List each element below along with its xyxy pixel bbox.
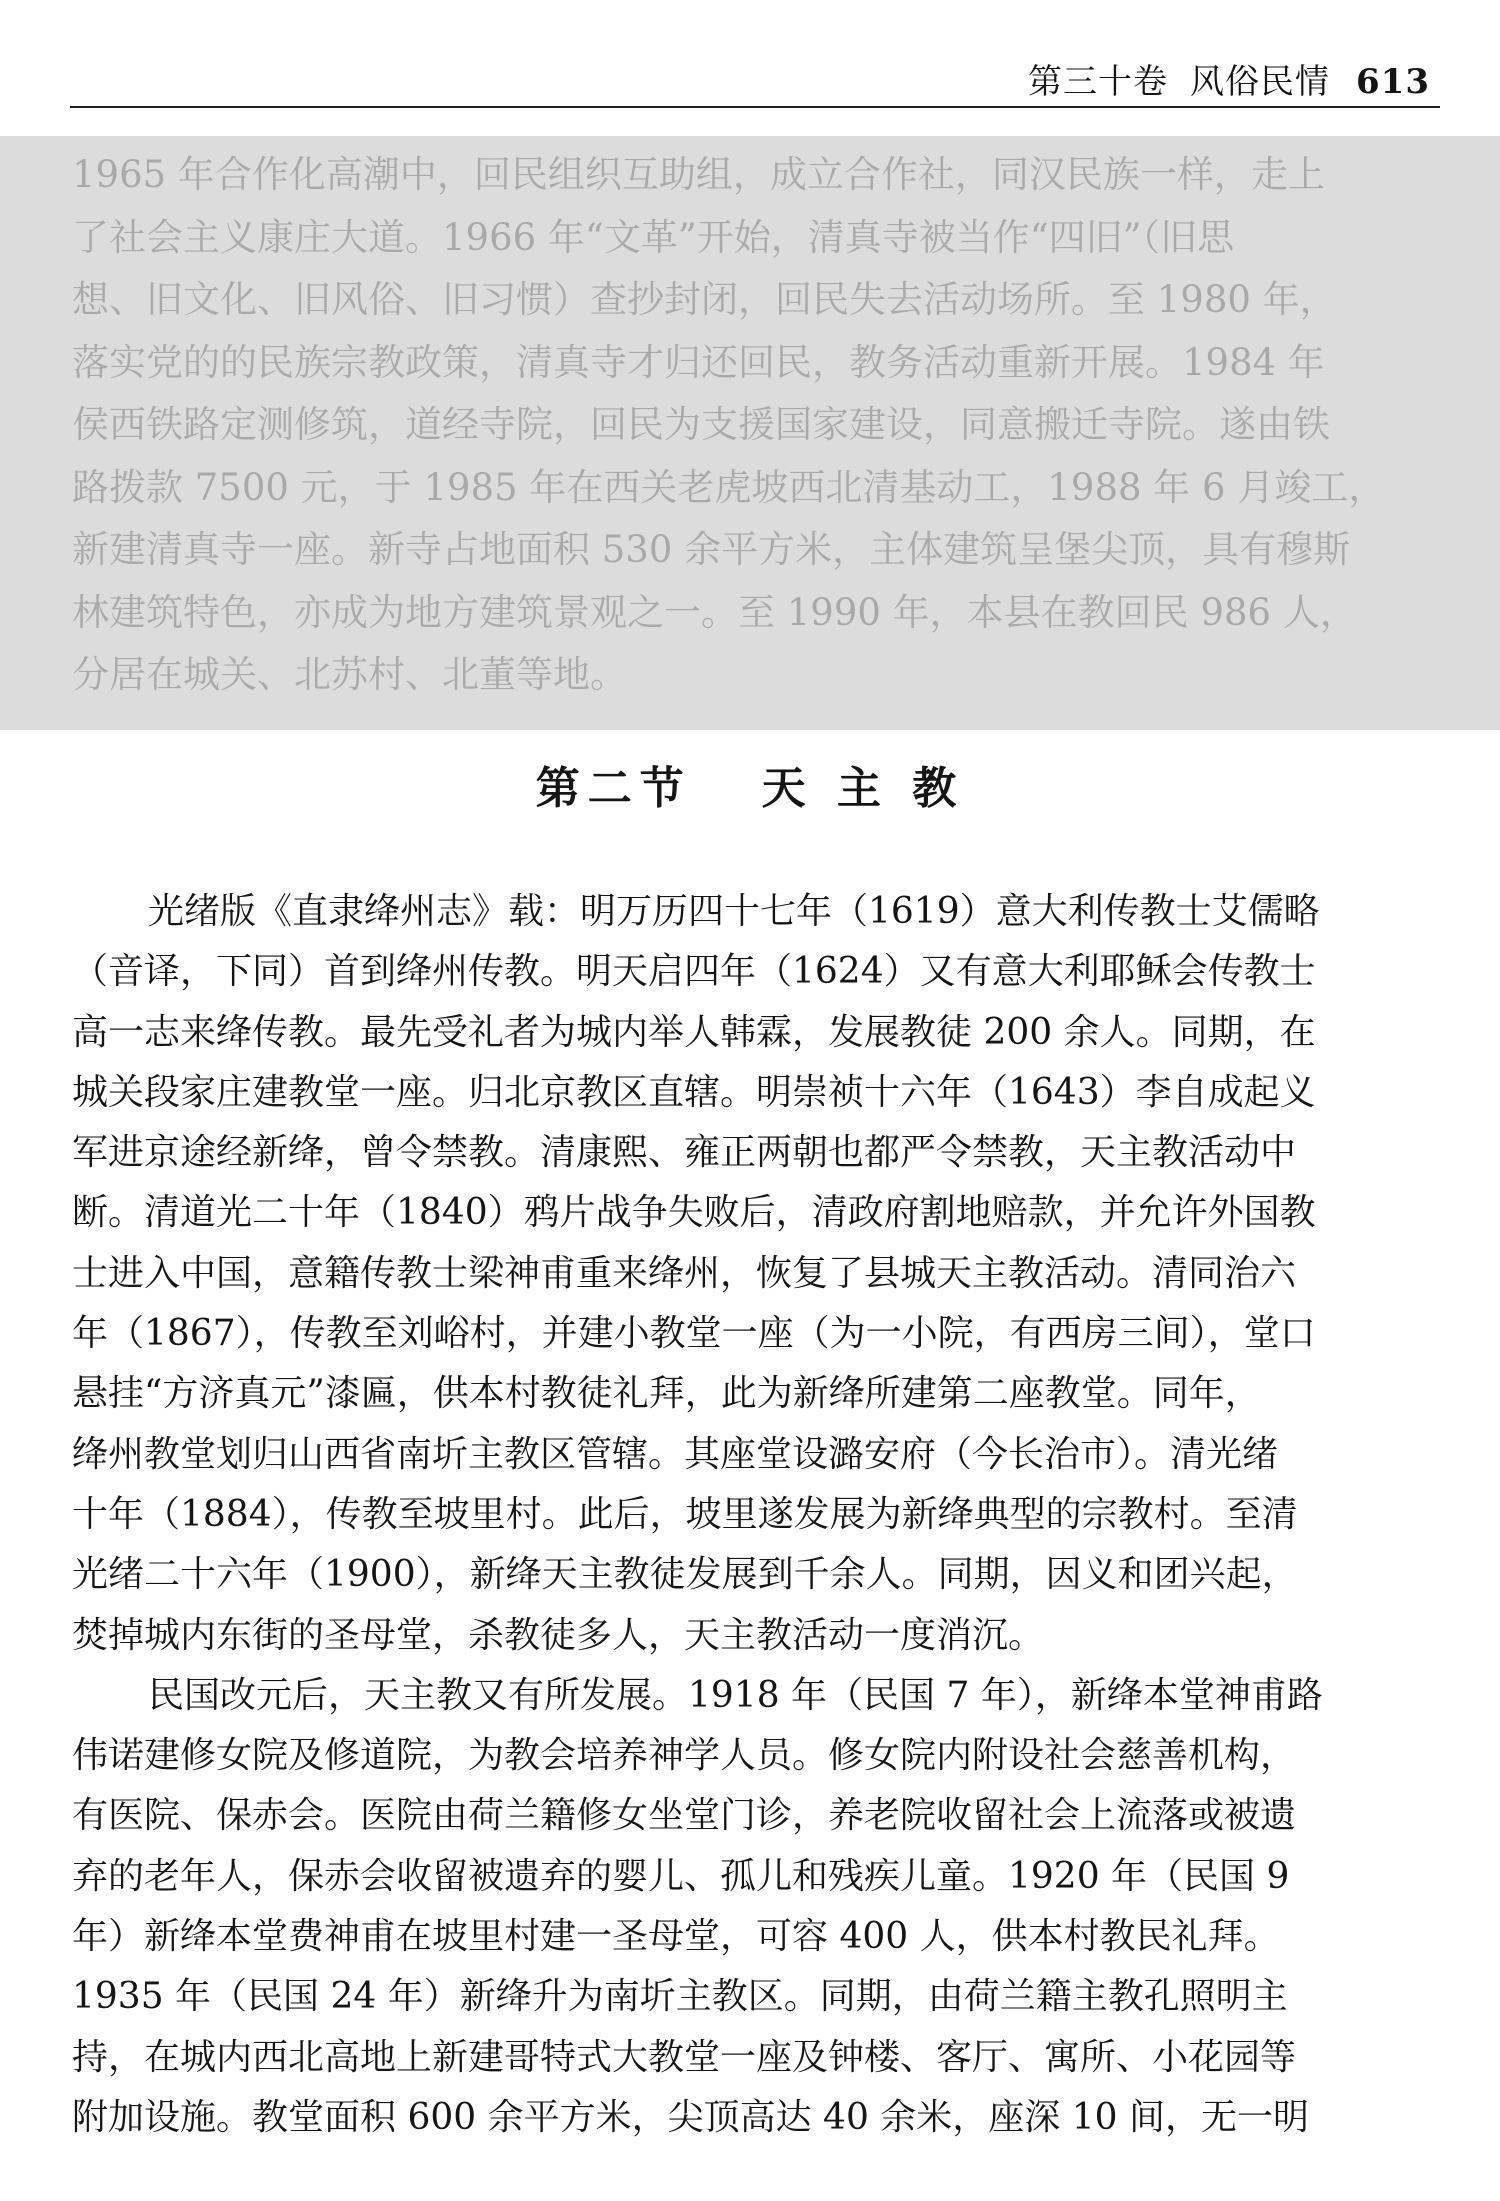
- text-line: 了社会主义康庄大道。1966 年“文革”开始，清真寺被当作“四旧”（旧思: [72, 215, 1235, 259]
- text-line: 侯西铁路定测修筑，道经寺院，回民为支援国家建设，同意搬迁寺院。遂由铁: [72, 403, 1330, 446]
- text-line: 高一志来绛传教。最先受礼者为城内举人韩霖，发展教徒 200 余人。同期，在: [72, 1011, 1316, 1053]
- text-line: （音译，下同）首到绛州传教。明天启四年（1624）又有意大利耶稣会传教士: [72, 951, 1316, 993]
- text-line: 城关段家庄建教堂一座。归北京教区直辖。明崇祯十六年（1643）李自成起义: [72, 1071, 1316, 1113]
- text-line: 悬挂“方济真元”漆匾，供本村教徒礼拜，此为新绛所建第二座教堂。同年，: [72, 1373, 1261, 1415]
- text-line: 想、旧文化、旧风俗、旧习惯）查抄封闭，回民失去活动场所。至 1980 年，: [72, 278, 1337, 321]
- text-line: 年（1867），传教至刘峪村，并建小教堂一座（为一小院，有西房三间），堂口: [72, 1313, 1316, 1355]
- text-line: 附加设施。教堂面积 600 余平方米，尖顶高达 40 余米，座深 10 间，无一明: [72, 2096, 1309, 2138]
- text-line: 分居在城关、北苏村、北董等地。: [72, 653, 627, 696]
- body-paragraphs: [72, 882, 1440, 2148]
- text-line: 光绪版《直隶绛州志》载：明万历四十七年（1619）意大利传教士艾儒略: [148, 891, 1320, 932]
- section-title: 第二节 天 主 教: [535, 763, 965, 814]
- text-line: 林建筑特色，亦成为地方建筑景观之一。至 1990 年，本县在教回民 986 人，: [72, 590, 1357, 634]
- text-line: 焚掉城内东街的圣母堂，杀教徒多人，天主教活动一度消沉。: [72, 1614, 1045, 1656]
- page-header: [70, 44, 1440, 108]
- text-line: 路拨款 7500 元，于 1985 年在西关老虎坡西北清基动工，1988 年 6 月竣工，: [72, 465, 1386, 509]
- text-line: 士进入中国，意籍传教士梁神甫重来绛州，恢复了县城天主教活动。清同治六: [72, 1252, 1297, 1294]
- text-line: 持，在城内西北高地上新建哥特式大教堂一座及钟楼、客厅、寓所、小花园等: [72, 2036, 1297, 2078]
- text-line: 1935 年（民国 24 年）新绛升为南圻主教区。同期，由荷兰籍主教孔照明主: [72, 1976, 1288, 2018]
- volume-label: 第三十卷: [1028, 62, 1169, 102]
- chapter-label: 风俗民情: [1190, 62, 1331, 102]
- text-line: 1965 年合作化高潮中，回民组织互助组，成立合作社，同汉民族一样，走上: [72, 153, 1325, 196]
- text-line: 军进京途经新绛，曾令禁教。清康熙、雍正两朝也都严令禁教，天主教活动中: [72, 1132, 1297, 1174]
- text-line: 落实党的的民族宗教政策，清真寺才归还回民，教务活动重新开展。1984 年: [72, 340, 1325, 384]
- text-line: 光绪二十六年（1900），新绛天主教徒发展到千余人。同期，因义和团兴起，: [72, 1554, 1298, 1596]
- text-line: 新建清真寺一座。新寺占地面积 530 余平方米，主体建筑呈堡尖顶，具有穆斯: [72, 528, 1351, 571]
- text-line: 有医院、保赤会。医院由荷兰籍修女坐堂门诊，养老院收留社会上流落或被遗: [72, 1795, 1297, 1837]
- text-line: 民国改元后，天主教又有所发展。1918 年（民国 7 年），新绛本堂神甫路: [148, 1674, 1323, 1716]
- text-line: 伟诺建修女院及修道院，为教会培养神学人员。修女院内附设社会慈善机构，: [72, 1735, 1297, 1777]
- text-line: 断。清道光二十年（1840）鸦片战争失败后，清政府割地赔款，并允许外国教: [72, 1192, 1316, 1234]
- running-head: [1006, 54, 1430, 103]
- page-number: 613: [1356, 62, 1430, 102]
- text-line: 弃的老年人，保赤会收留被遗弃的婴儿、孤儿和残疾儿童。1920 年（民国 9: [72, 1855, 1290, 1897]
- text-line: 年）新绛本堂费神甫在坡里村建一圣母堂，可容 400 人，供本村教民礼拜。: [72, 1916, 1280, 1958]
- text-line: 绛州教堂划归山西省南圻主教区管辖。其座堂设潞安府（今长治市）。清光绪: [72, 1433, 1279, 1475]
- faded-paragraph: [72, 144, 1440, 707]
- text-line: 十年（1884），传教至坡里村。此后，坡里遂发展为新绛典型的宗教村。至清: [72, 1493, 1298, 1535]
